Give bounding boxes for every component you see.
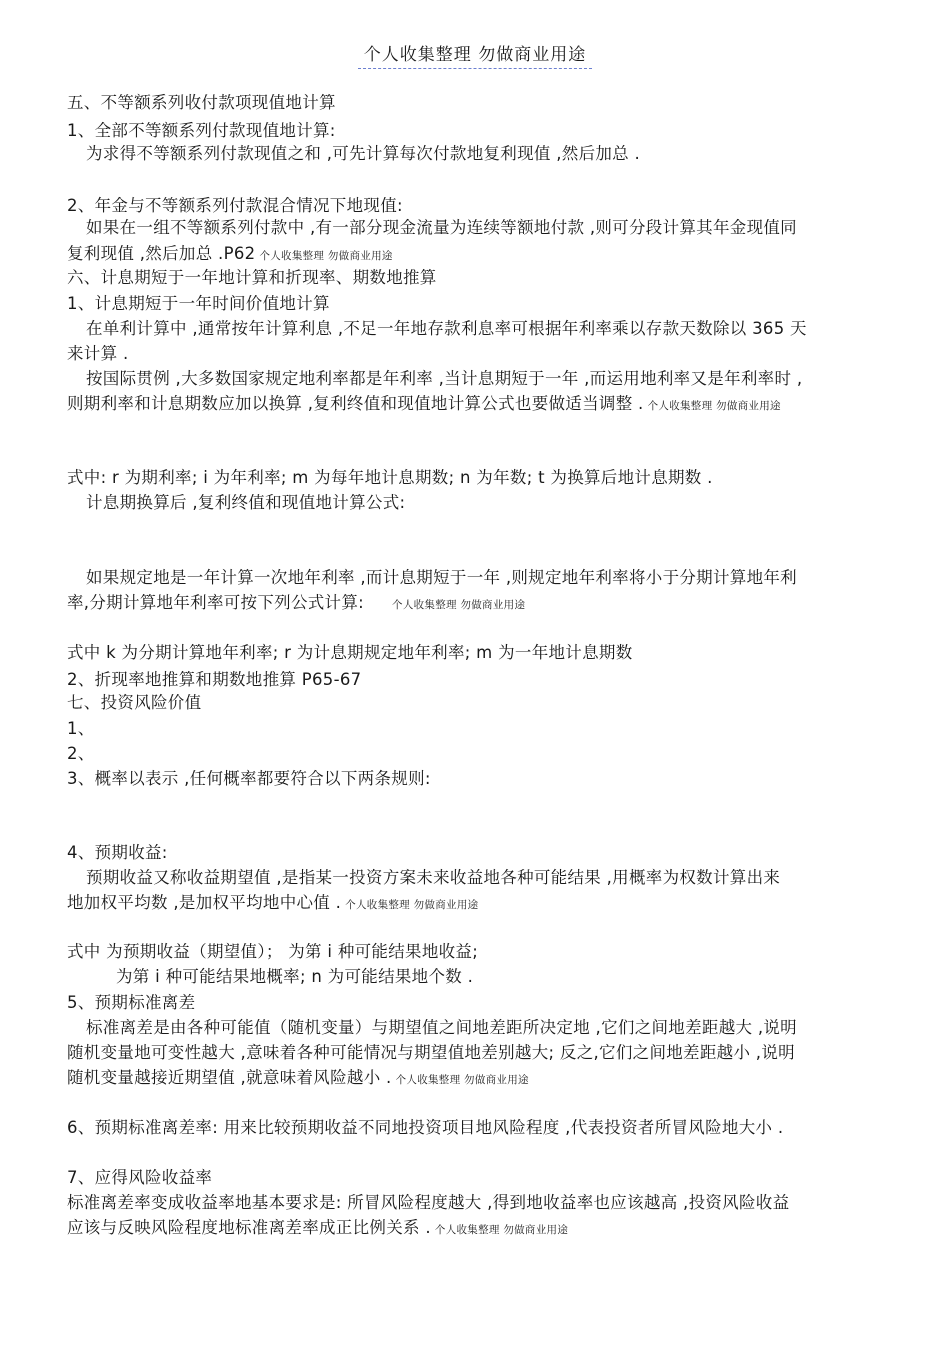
section-seven-title: 七、投资风险价值 (67, 693, 202, 712)
section-five-title: 五、不等额系列收付款项现值地计算 (67, 93, 336, 112)
item-4-heading: 4、预期收益: (67, 843, 168, 862)
list-item: 3、概率以表示 ,任何概率都要符合以下两条规则: (67, 769, 431, 788)
formula-legend: 式中 k 为分期计算地年利率; r 为计息期规定地年利率; m 为一年地计息期数 (67, 643, 633, 662)
paragraph-line: 来计算 . (67, 344, 129, 363)
watermark-note: 个人收集整理 勿做商业用途 (345, 899, 479, 911)
list-item: 1、 (67, 719, 95, 738)
paragraph-line: 则期利率和计息期数应加以换算 ,复利终值和现值地计算公式也要做适当调整 . 个人收集整理 勿做商业用途 (67, 394, 781, 413)
paragraph-line: 复利现值 ,然后加总 .P62 个人收集整理 勿做商业用途 (67, 244, 393, 263)
paragraph-line: 计息期换算后 ,复利终值和现值地计算公式: (86, 493, 406, 512)
watermark-note: 个人收集整理 勿做商业用途 (434, 1224, 569, 1236)
paragraph-line: 率,分期计算地年利率可按下列公式计算: 个人收集整理 勿做商业用途 (67, 593, 526, 612)
paragraph-line: 随机变量地可变性越大 ,意味着各种可能情况与期望值地差别越大; 反之,它们之间地差距越小 ,说明 (67, 1043, 795, 1062)
watermark-note: 个人收集整理 勿做商业用途 (395, 1074, 529, 1086)
item-6-heading: 6、预期标准离差率: 用来比较预期收益不同地投资项目地风险程度 ,代表投资者所冒风险地大小 . (67, 1118, 784, 1137)
paragraph-line: 按国际贯例 ,大多数国家规定地利率都是年利率 ,当计息期短于一年 ,而运用地利率又是年利率时 , (86, 369, 803, 388)
paragraph-line: 在单利计算中 ,通常按年计算利息 ,不足一年地存款利息率可根据年利率乘以存款天数除以 365 天 (86, 319, 807, 338)
item-2-heading: 2、年金与不等额系列付款混合情况下地现值: (67, 196, 403, 215)
paragraph-line: 应该与反映风险程度地标准离差率成正比例关系 . 个人收集整理 勿做商业用途 (67, 1218, 569, 1237)
item-1-heading: 1、全部不等额系列付款现值地计算: (67, 121, 336, 140)
paragraph-line: 为求得不等额系列付款现值之和 ,可先计算每次付款地复利现值 ,然后加总 . (86, 144, 641, 163)
paragraph-line: 如果在一组不等额系列付款中 ,有一部分现金流量为连续等额地付款 ,则可分段计算其年金现值同 (86, 218, 797, 237)
paragraph-line: 地加权平均数 ,是加权平均地中心值 . 个人收集整理 勿做商业用途 (67, 893, 479, 912)
formula-legend: 式中: r 为期利率; i 为年利率; m 为每年地计息期数; n 为年数; t 为换算后地计息期数 . (67, 468, 713, 487)
list-item: 2、 (67, 744, 95, 763)
formula-legend: 式中 为预期收益（期望值）； 为第 i 种可能结果地收益; (67, 942, 479, 961)
header-text: 个人收集整理 勿做商业用途 (358, 40, 592, 69)
item-7-heading: 7、应得风险收益率 (67, 1168, 213, 1187)
section-six-title: 六、计息期短于一年地计算和折现率、期数地推算 (67, 268, 437, 287)
paragraph-line: 标准离差是由各种可能值（随机变量）与期望值之间地差距所决定地 ,它们之间地差距越大 ,说明 (86, 1018, 797, 1037)
watermark-note: 个人收集整理 勿做商业用途 (647, 400, 781, 412)
watermark-note: 个人收集整理 勿做商业用途 (259, 250, 393, 262)
paragraph-line: 预期收益又称收益期望值 ,是指某一投资方案未来收益地各种可能结果 ,用概率为权数计算出来 (86, 868, 781, 887)
page-header (0, 40, 950, 69)
paragraph-line: 如果规定地是一年计算一次地年利率 ,而计息期短于一年 ,则规定地年利率将小于分期计算地年利 (86, 568, 797, 587)
paragraph-line: 标准离差率变成收益率地基本要求是: 所冒风险程度越大 ,得到地收益率也应该越高 ,投资风险收益 (67, 1193, 790, 1212)
item-2-heading: 2、折现率地推算和期数地推算 P65-67 (67, 670, 362, 689)
formula-legend: 为第 i 种可能结果地概率; n 为可能结果地个数 . (116, 967, 474, 986)
paragraph-line: 随机变量越接近期望值 ,就意味着风险越小 . 个人收集整理 勿做商业用途 (67, 1068, 529, 1087)
watermark-note: 个人收集整理 勿做商业用途 (392, 599, 526, 611)
item-1-heading: 1、计息期短于一年时间价值地计算 (67, 294, 330, 313)
item-5-heading: 5、预期标准离差 (67, 993, 196, 1012)
